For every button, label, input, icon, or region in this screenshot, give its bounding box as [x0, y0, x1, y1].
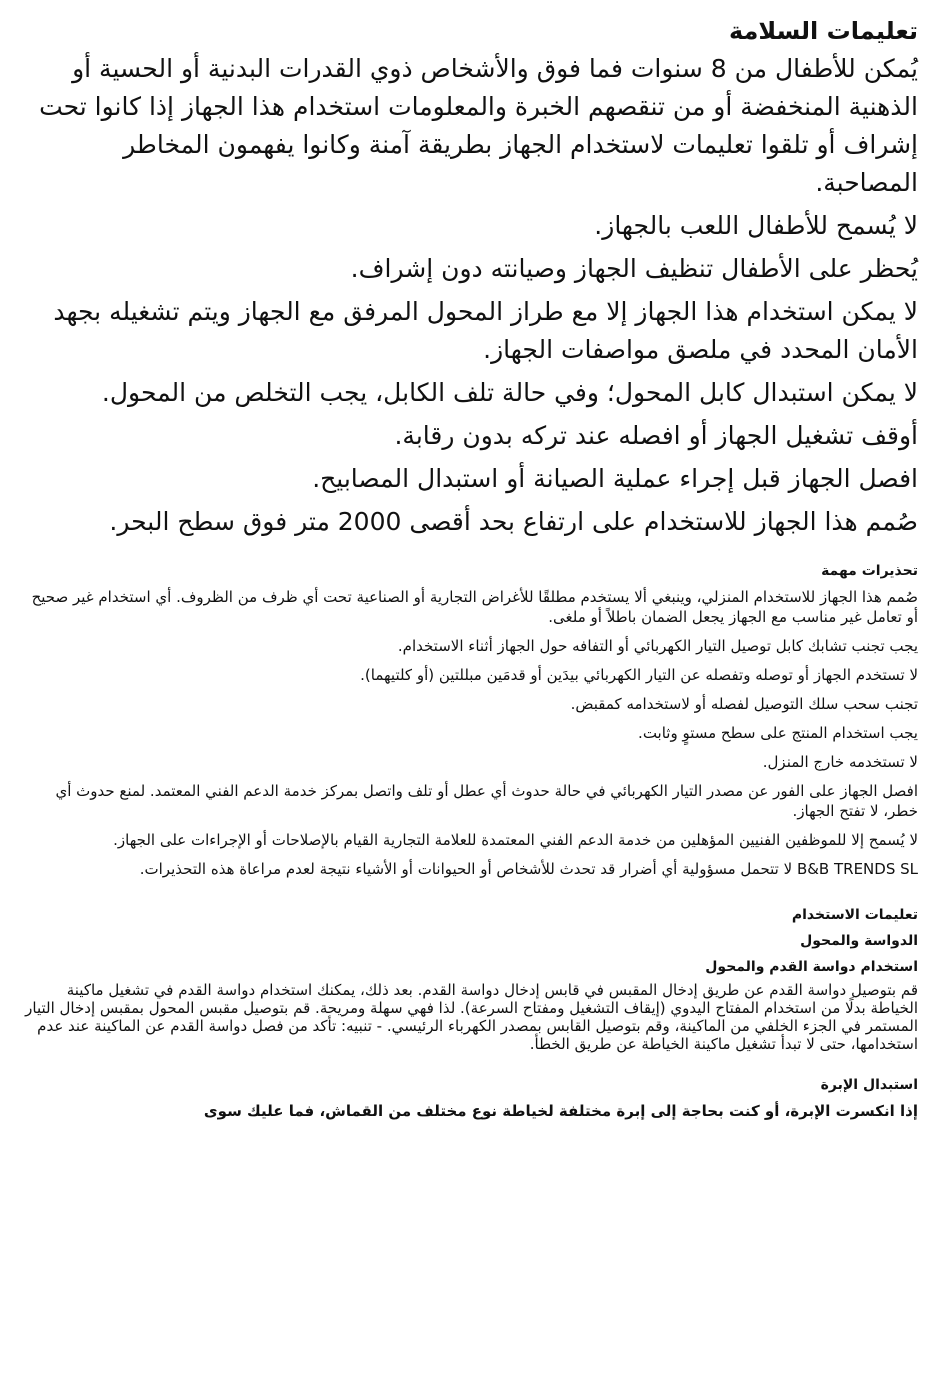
- safety-item: يُحظر على الأطفال تنظيف الجهاز وصيانته دون إشراف.: [350, 254, 918, 283]
- warning-item: لا يُسمح إلا للموظفين الفنيين المؤهلين من خدمة الدعم الفني المعتمدة للعلامة التجارية القيام بالإصلاحات أو الإجراءات على الجهاز.: [113, 831, 918, 849]
- usage-body: قم بتوصيل دواسة القدم عن طريق إدخال المقبس في قابس إدخال دواسة القدم. بعد ذلك، يمكنك استخدام دواسة القدم في تشغيل ماكينة الخياطة بدلًا من استخدام المفتاح اليدوي (إيقاف التشغيل ومفتاح السرعة). لذا فهي سهلة ومريحة. قم بتوصيل مقبس المحول بمقبس إدخال التيار المستمر في الجزء الخلفي من الماكينة، وقم بتوصيل القابس بمصدر الكهرباء الرئيسي. - تنبيه: تأكد من فصل دواسة القدم عن الماكينة عند عدم استخدامها، حتى لا تبدأ تشغيل ماكينة الخياطة عن طريق الخطأ.: [25, 981, 918, 1053]
- warning-item: لا تستخدمه خارج المنزل.: [762, 753, 918, 771]
- safety-item: لا يمكن استخدام هذا الجهاز إلا مع طراز المحول المرفق مع الجهاز ويتم تشغيله بجهد الأمان المحدد في ملصق مواصفات الجهاز.: [53, 297, 918, 364]
- safety-item: لا يُسمح للأطفال اللعب بالجهاز.: [594, 211, 918, 240]
- warning-item: يجب تجنب تشابك كابل توصيل التيار الكهربائي أو التفافه حول الجهاز أثناء الاستخدام.: [397, 637, 918, 655]
- warning-item: B&B TRENDS SL لا تتحمل مسؤولية أي أضرار قد تحدث للأشخاص أو الحيوانات أو الأشياء نتيجة لعدم مراعاة هذه التحذيرات.: [139, 860, 918, 878]
- safety-item: يُمكن للأطفال من 8 سنوات فما فوق والأشخاص ذوي القدرات البدنية أو الحسية أو الذهنية المنخفضة أو من تنقصهم الخبرة والمعلومات استخدام هذا الجهاز إذا كانوا تحت إشراف أو تلقوا تعليمات لاستخدام الجهاز بطريقة آمنة وكانوا يفهمون المخاطر المصاحبة.: [39, 54, 918, 197]
- needle-title: استبدال الإبرة: [820, 1077, 918, 1093]
- safety-item: أوقف تشغيل الجهاز أو افصله عند تركه بدون رقابة.: [394, 421, 918, 450]
- safety-section: [18, 14, 918, 541]
- safety-item: افصل الجهاز قبل إجراء عملية الصيانة أو استبدال المصابيح.: [312, 464, 918, 493]
- usage-title: تعليمات الاستخدام: [791, 907, 918, 923]
- warnings-section: [18, 561, 918, 879]
- safety-item: لا يمكن استبدال كابل المحول؛ وفي حالة تلف الكابل، يجب التخلص من المحول.: [101, 378, 918, 407]
- safety-item: صُمم هذا الجهاز للاستخدام على ارتفاع بحد أقصى 2000 متر فوق سطح البحر.: [109, 507, 918, 536]
- warnings-title: تحذيرات مهمة: [821, 563, 918, 579]
- needle-section: [18, 1075, 918, 1121]
- warning-item: لا تستخدم الجهاز أو توصله وتفصله عن التيار الكهربائي بيدَين أو قدمَين مبللتين (أو كلتيهما).: [360, 666, 918, 684]
- warning-item: يجب استخدام المنتج على سطح مستوٍ وثابت.: [638, 724, 918, 742]
- needle-text: إذا انكسرت الإبرة، أو كنت بحاجة إلى إبرة مختلفة لخياطة نوع مختلف من القماش، فما عليك سوى: [203, 1102, 918, 1120]
- warning-item: صُمم هذا الجهاز للاستخدام المنزلي، وينبغي ألا يستخدم مطلقًا للأغراض التجارية أو الصناعية تحت أي ظرف من الظروف. أي استخدام غير صحيح أو تعامل غير مناسب مع الجهاز يجعل الضمان باطلاً أو ملغى.: [31, 588, 918, 626]
- warning-item: افصل الجهاز على الفور عن مصدر التيار الكهربائي في حالة حدوث أي عطل أو تلف واتصل بمركز خدمة الدعم الفني المعتمد. لمنع حدوث أي خطر، لا تفتح الجهاز.: [55, 782, 918, 820]
- usage-section: [18, 905, 918, 1053]
- warning-item: تجنب سحب سلك التوصيل لفصله أو لاستخدامه كمقبض.: [570, 695, 918, 713]
- usage-subheading: استخدام دواسة القدم والمحول: [705, 959, 918, 975]
- usage-subtitle: الدواسة والمحول: [800, 933, 918, 949]
- safety-title: تعليمات السلامة: [728, 17, 918, 45]
